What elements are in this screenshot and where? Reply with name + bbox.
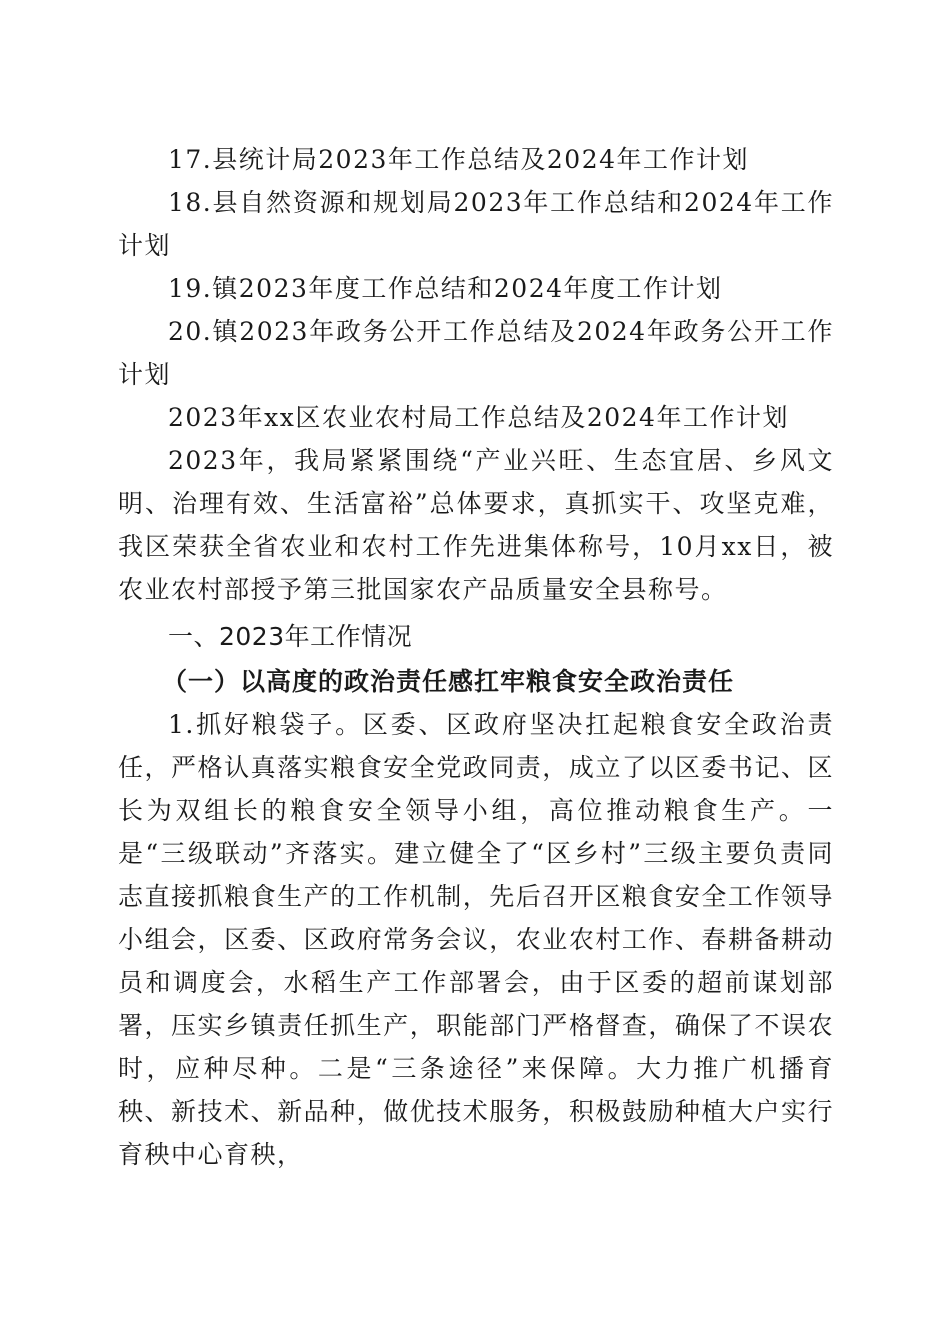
section-heading: 一、2023年工作情况 (168, 622, 413, 651)
list-item-20: 20.镇2023年政务公开工作总结及2024年政务公开工作计划 (118, 317, 834, 389)
body-paragraph: 1.抓好粮袋子。区委、区政府坚决扛起粮食安全政治责任，严格认真落实粮食安全党政同责，成立了以区委书记、区长为双组长的粮食安全领导小组，高位推动粮食生产。一是“三级联动”齐落实。建立健全了“区乡村”三级主要负责同志直接抓粮食生产的工作机制，先后召开区粮食安全工作领导小组会，区委、区政府常务会议，农业农村工作、春耕备耕动员和调度会，水稻生产工作部署会，由于区委的超前谋划部署，压实乡镇责任抓生产，职能部门严格督查，确保了不误农时，应种尽种。二是“三条途径”来保障。大力推广机播育秧、新技术、新品种，做优技术服务，积极鼓励种植大户实行育秧中心育秧， (118, 710, 834, 1169)
list-item-18: 18.县自然资源和规划局2023年工作总结和2024年工作计划 (118, 188, 834, 260)
list-item-17: 17.县统计局2023年工作总结及2024年工作计划 (168, 145, 750, 174)
intro-paragraph: 2023年，我局紧紧围绕“产业兴旺、生态宜居、乡风文明、治理有效、生活富裕”总体要求，真抓实干、攻坚克难，我区荣获全省农业和农村工作先进集体称号，10月xx日，被农业农村部授予第三批国家农产品质量安全县称号。 (118, 446, 834, 604)
article-title: 2023年xx区农业农村局工作总结及2024年工作计划 (168, 403, 789, 432)
document-body (118, 138, 834, 1176)
subsection-heading: （一）以高度的政治责任感扛牢粮食安全政治责任 (162, 667, 735, 696)
list-item-19: 19.镇2023年度工作总结和2024年度工作计划 (168, 274, 723, 303)
